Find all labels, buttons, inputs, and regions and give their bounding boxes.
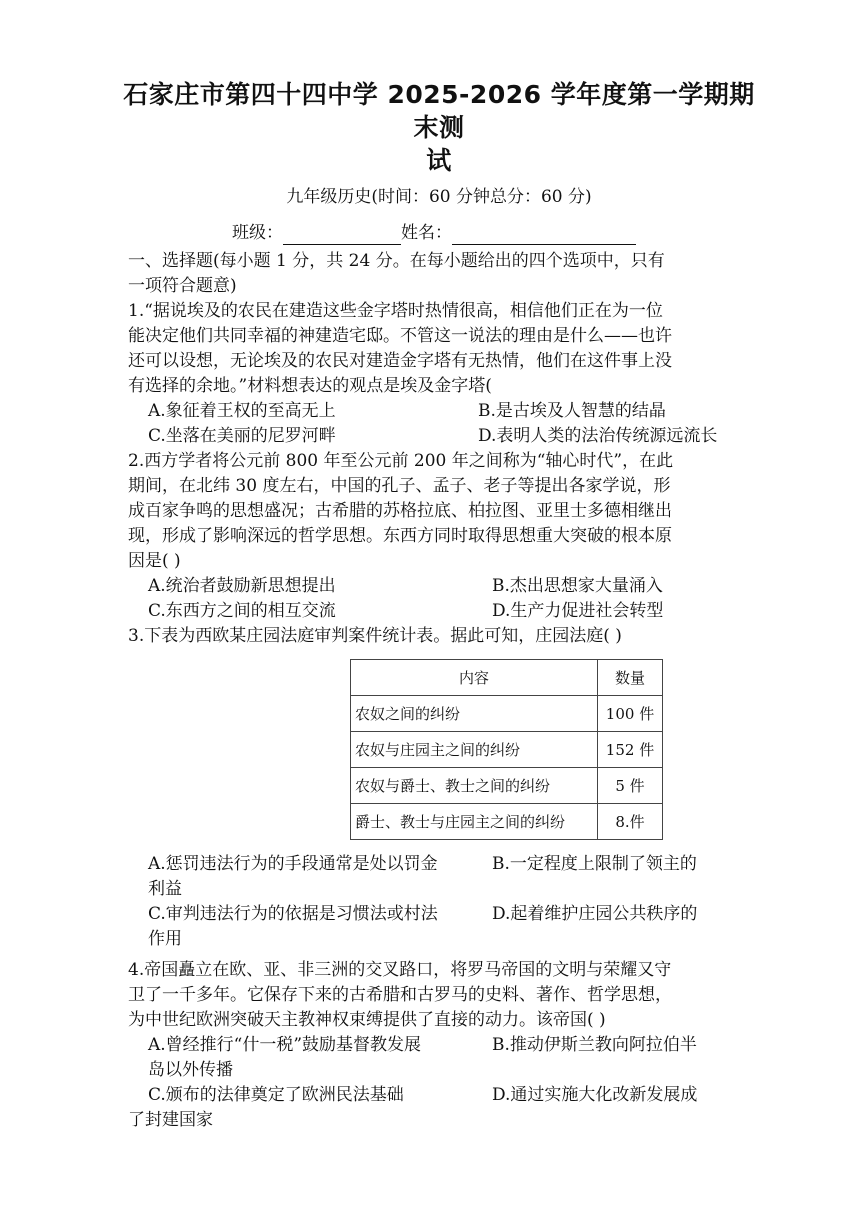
table-cell-count: 5 件 xyxy=(598,768,663,804)
question-4 xyxy=(128,958,750,1033)
option-b-cont: 利益 xyxy=(148,879,182,899)
question-4-line: 为中世纪欧洲突破天主教神权束缚提供了直接的动力。该帝国( ) xyxy=(128,1010,606,1030)
table-header-count: 数量 xyxy=(598,660,663,696)
option-d-cont: 了封建国家 xyxy=(128,1110,213,1130)
question-3 xyxy=(128,624,750,649)
option-a[interactable]: A.惩罚违法行为的手段通常是处以罚金 xyxy=(148,854,438,874)
question-1-line: 有选择的余地。”材料想表达的观点是埃及金字塔( xyxy=(128,376,492,396)
exam-title-line2: 试 xyxy=(426,146,452,175)
table-cell-count: 8.件 xyxy=(598,804,663,840)
question-2 xyxy=(128,449,750,574)
option-a[interactable]: A.统治者鼓励新思想提出 xyxy=(148,576,336,596)
question-1-options xyxy=(128,399,750,449)
question-2-line: 成百家争鸣的思想盛况；古希腊的苏格拉底、柏拉图、亚里士多德相继出 xyxy=(128,501,672,521)
class-blank[interactable] xyxy=(283,226,401,245)
question-2-line: 现，形成了影响深远的哲学思想。东西方同时取得思想重大突破的根本原 xyxy=(128,526,672,546)
option-a[interactable]: A.曾经推行“什一税”鼓励基督教发展 xyxy=(148,1035,422,1055)
option-c[interactable]: C.审判违法行为的依据是习惯法或村法 xyxy=(148,904,438,924)
option-b[interactable]: B.一定程度上限制了领主的 xyxy=(492,854,697,874)
question-4-line: 4.帝国矗立在欧、亚、非三洲的交叉路口，将罗马帝国的文明与荣耀又守 xyxy=(128,960,672,980)
table-row xyxy=(351,732,663,768)
question-4-line: 卫了一千多年。它保存下来的古希腊和古罗马的史料、著作、哲学思想， xyxy=(128,985,672,1005)
section-heading-line1: 一、选择题(每小题 1 分，共 24 分。在每小题给出的四个选项中，只有 xyxy=(128,251,665,271)
option-d[interactable]: D.生产力促进社会转型 xyxy=(492,601,664,621)
question-2-options xyxy=(128,574,750,624)
question-1-line: 还可以设想，无论埃及的农民对建造金字塔有无热情，他们在这件事上没 xyxy=(128,351,672,371)
option-b[interactable]: B.杰出思想家大量涌入 xyxy=(492,576,663,596)
question-1-line: 能决定他们共同幸福的神建造宅邸。不管这一说法的理由是什么——也许 xyxy=(128,326,672,346)
option-d[interactable]: D.表明人类的法治传统源远流长 xyxy=(478,426,718,446)
exam-title-line1: 石家庄市第四十四中学 2025-2026 学年度第一学期期末测 xyxy=(123,80,755,142)
table-row xyxy=(351,804,663,840)
table-row xyxy=(351,696,663,732)
question-2-line: 期间，在北纬 30 度左右，中国的孔子、孟子、老子等提出各家学说，形 xyxy=(128,476,671,496)
table-cell-content: 农奴与爵士、教士之间的纠纷 xyxy=(351,768,598,804)
option-a[interactable]: A.象征着王权的至高无上 xyxy=(148,401,336,421)
option-b[interactable]: B.是古埃及人智慧的结晶 xyxy=(478,401,666,421)
option-b[interactable]: B.推动伊斯兰教向阿拉伯半 xyxy=(492,1035,697,1055)
section-heading xyxy=(128,249,750,299)
question-3-options xyxy=(128,852,750,952)
option-b-cont: 岛以外传播 xyxy=(148,1060,233,1080)
table-row xyxy=(351,768,663,804)
section-heading-line2: 一项符合题意) xyxy=(128,276,237,296)
question-1-line: 1.“据说埃及的农民在建造这些金字塔时热情很高，相信他们正在为一位 xyxy=(128,301,663,321)
question-4-options xyxy=(128,1033,750,1133)
option-c[interactable]: C.颁布的法律奠定了欧洲民法基础 xyxy=(148,1085,404,1105)
table-cell-content: 农奴之间的纠纷 xyxy=(351,696,598,732)
table-header-content: 内容 xyxy=(351,660,598,696)
option-d[interactable]: D.通过实施大化改新发展成 xyxy=(492,1085,698,1105)
option-d-cont: 作用 xyxy=(148,929,182,949)
table-cell-count: 152 件 xyxy=(598,732,663,768)
table-header-row xyxy=(351,660,663,696)
name-label: 姓名： xyxy=(401,223,452,243)
option-d[interactable]: D.起着维护庄园公共秩序的 xyxy=(492,904,698,924)
option-c[interactable]: C.东西方之间的相互交流 xyxy=(148,601,336,621)
class-label: 班级： xyxy=(232,223,283,243)
question-2-line: 因是( ) xyxy=(128,551,181,571)
question-1 xyxy=(128,299,750,399)
option-c[interactable]: C.坐落在美丽的尼罗河畔 xyxy=(148,426,336,446)
student-info-line xyxy=(128,221,750,245)
table-cell-count: 100 件 xyxy=(598,696,663,732)
exam-title xyxy=(118,78,760,177)
case-statistics-table xyxy=(350,659,663,840)
table-cell-content: 爵士、教士与庄园主之间的纠纷 xyxy=(351,804,598,840)
name-blank[interactable] xyxy=(452,226,636,245)
exam-subtitle: 九年级历史(时间：60 分钟总分：60 分) xyxy=(286,187,592,207)
table-cell-content: 农奴与庄园主之间的纠纷 xyxy=(351,732,598,768)
question-3-stem: 3.下表为西欧某庄园法庭审判案件统计表。据此可知，庄园法庭( ) xyxy=(128,626,622,646)
question-2-line: 2.西方学者将公元前 800 年至公元前 200 年之间称为“轴心时代”，在此 xyxy=(128,451,674,471)
